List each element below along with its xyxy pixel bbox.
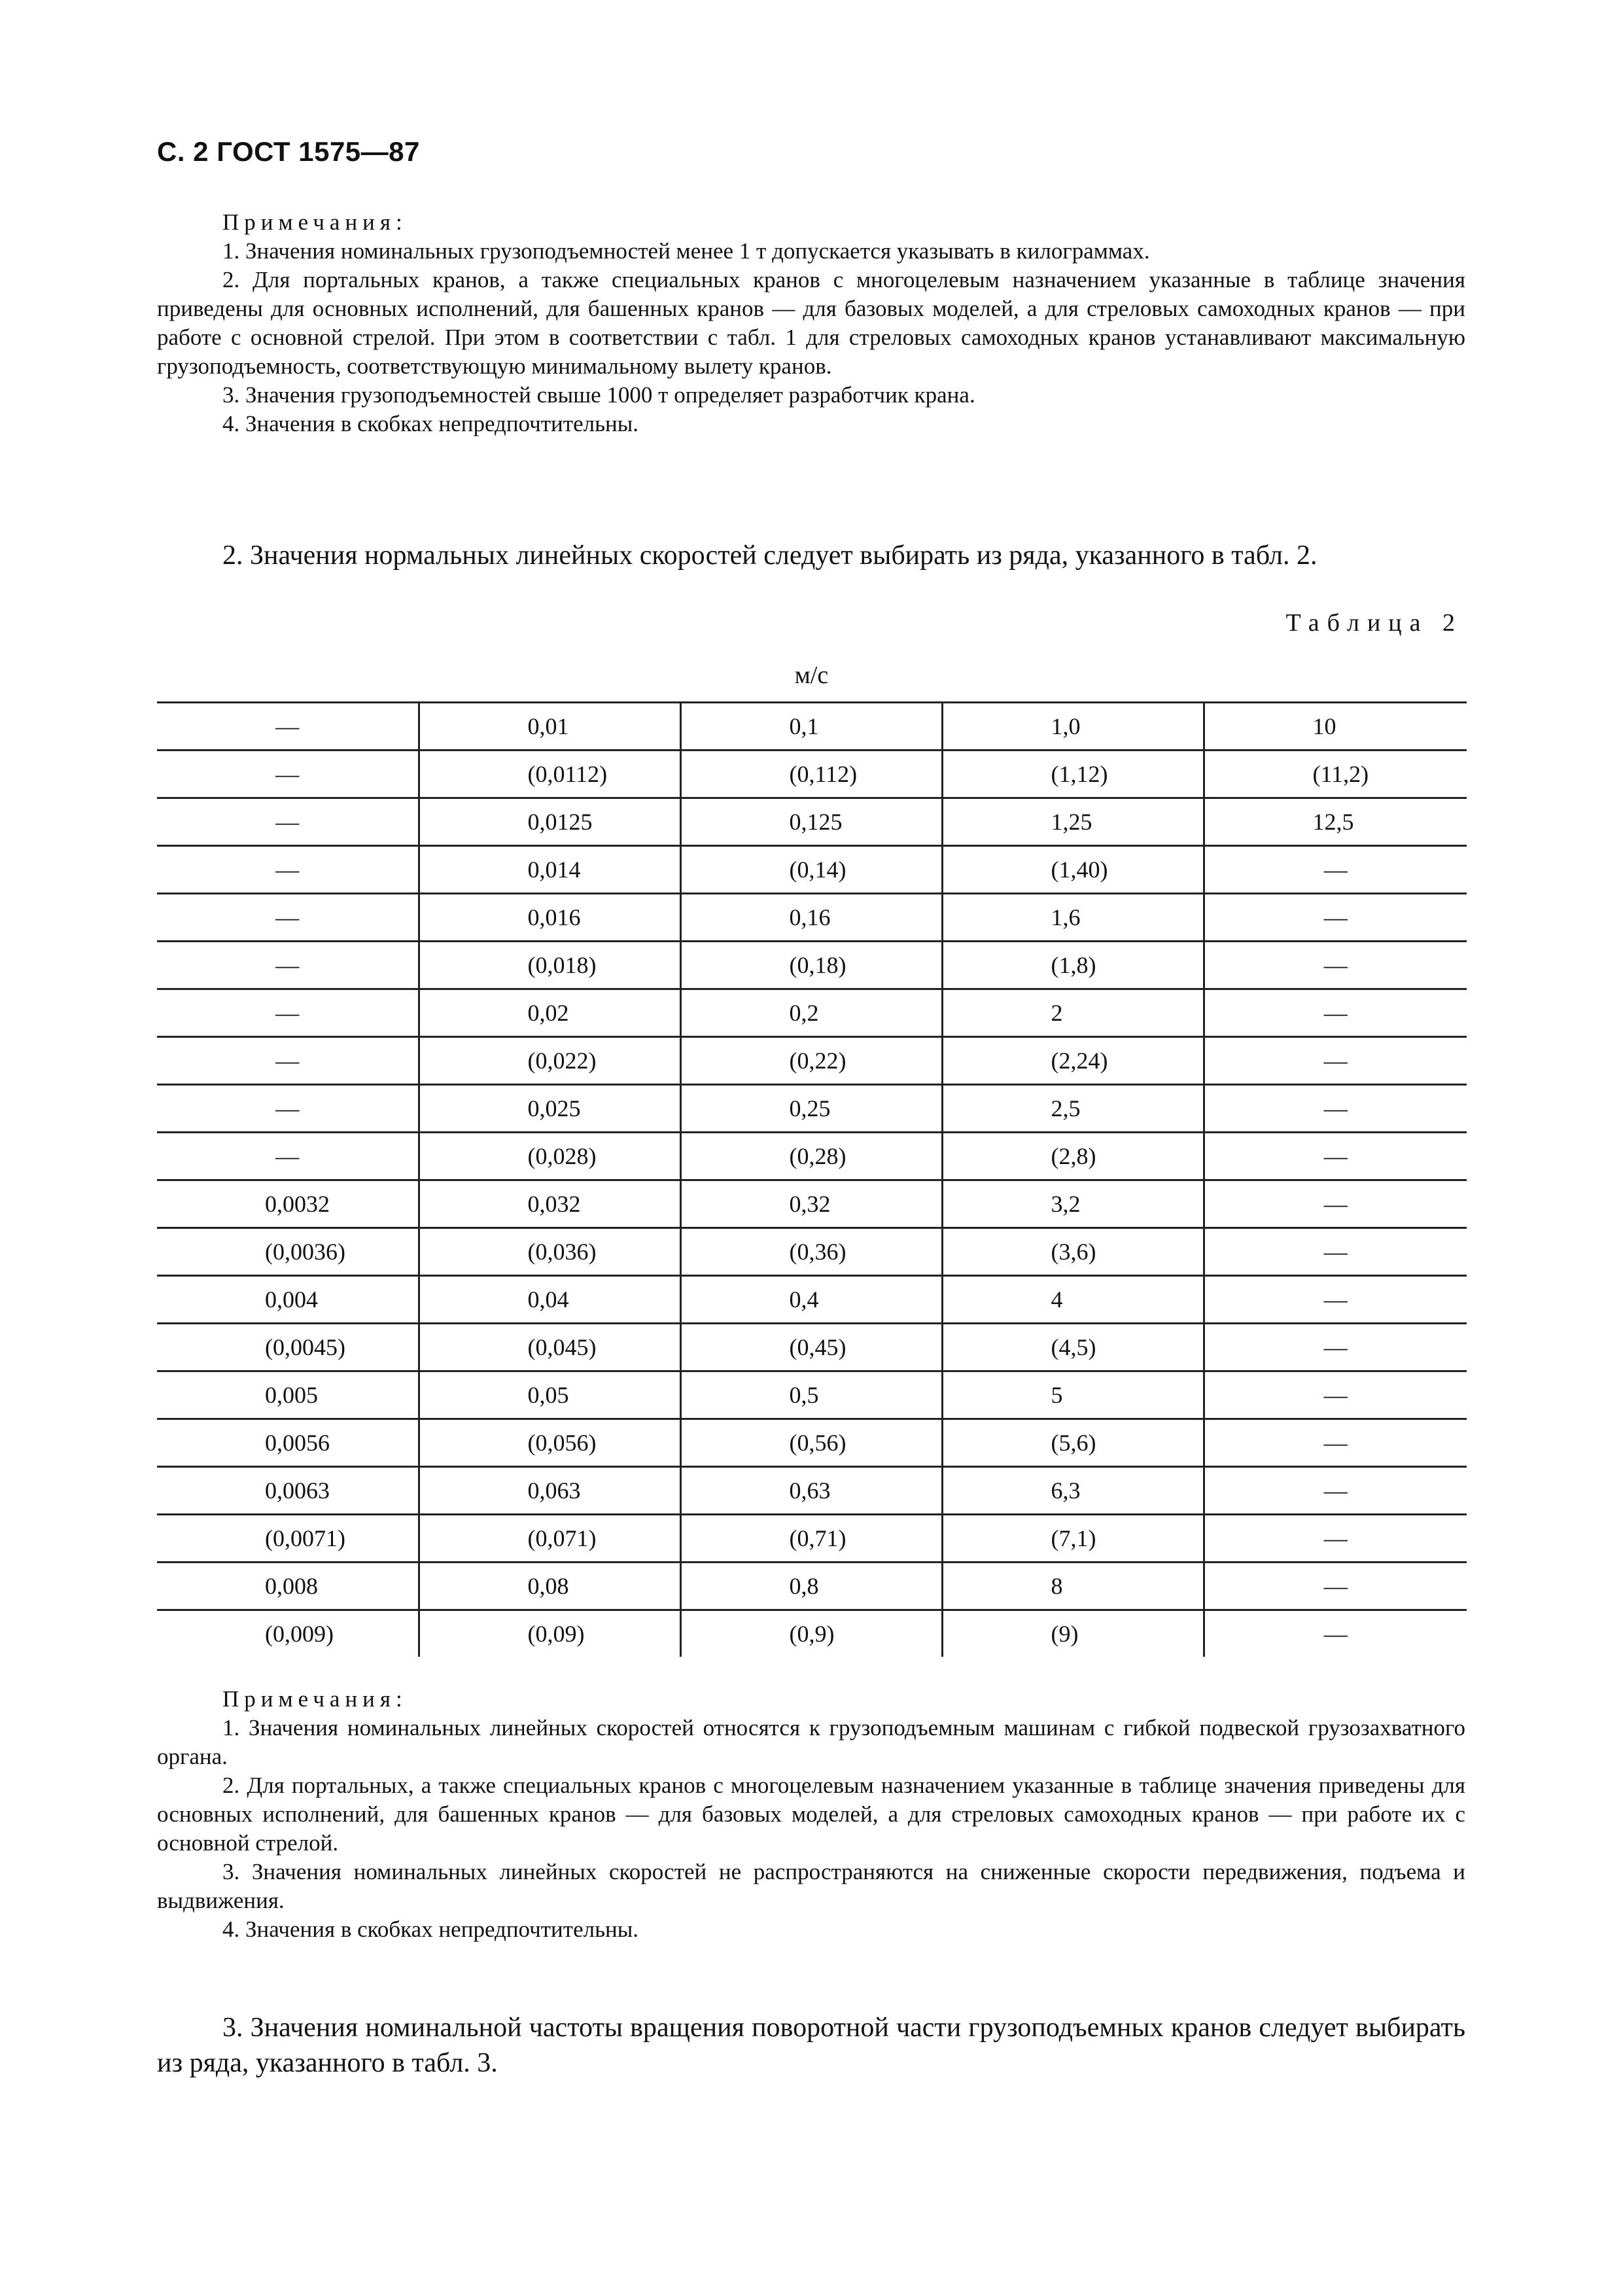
table-cell <box>1204 1228 1467 1276</box>
note-item: 3. Значения грузоподъемностей свыше 1000 т определяет разработчик крана. <box>222 382 975 408</box>
cell-value: — <box>1323 1525 1348 1551</box>
table-cell <box>942 1419 1204 1467</box>
cell-value: (0,0112) <box>527 761 608 787</box>
speeds-table <box>157 701 1467 1657</box>
table-cell <box>157 798 419 846</box>
table-cell <box>680 1133 942 1180</box>
table-cell <box>1204 989 1467 1037</box>
cell-value: (0,09) <box>527 1621 585 1647</box>
speeds-table-body <box>157 703 1467 1657</box>
cell-value: 0,032 <box>527 1191 581 1217</box>
table-cell <box>157 703 419 751</box>
table-cell <box>157 1085 419 1133</box>
cell-value: 5 <box>1051 1382 1063 1408</box>
table-cell <box>419 751 680 798</box>
table-cell <box>419 1133 680 1180</box>
table-units: м/с <box>794 662 829 689</box>
table-row <box>157 1276 1467 1324</box>
cell-value: 0,08 <box>527 1573 569 1599</box>
table-cell <box>157 894 419 942</box>
table-cell <box>419 1515 680 1563</box>
table-cell <box>680 1515 942 1563</box>
cell-value: 0,014 <box>527 857 581 883</box>
table-row <box>157 751 1467 798</box>
table-cell <box>942 1515 1204 1563</box>
table-cell <box>942 703 1204 751</box>
cell-value: — <box>1323 1239 1348 1265</box>
table-cell <box>1204 1133 1467 1180</box>
table-row <box>157 1085 1467 1133</box>
paragraph-2: 2. Значения нормальных линейных скоростей следует выбирать из ряда, указанного в табл. 2. <box>222 540 1318 571</box>
table-cell <box>1204 798 1467 846</box>
table-row <box>157 1228 1467 1276</box>
cell-value: (0,14) <box>789 857 846 883</box>
table-cell <box>680 1467 942 1515</box>
cell-value: 0,004 <box>265 1286 318 1313</box>
table-row <box>157 989 1467 1037</box>
cell-value: — <box>275 761 300 787</box>
cell-value: 3,2 <box>1051 1191 1081 1217</box>
table-cell <box>157 1133 419 1180</box>
table-cell <box>680 1228 942 1276</box>
table-cell <box>680 942 942 989</box>
table-cell <box>419 894 680 942</box>
cell-value: — <box>1323 857 1348 883</box>
table-row <box>157 846 1467 894</box>
cell-value: 0,005 <box>265 1382 318 1408</box>
table-caption: Таблица 2 <box>1285 609 1463 637</box>
cell-value: (0,56) <box>789 1430 846 1456</box>
table-row <box>157 894 1467 942</box>
table-cell <box>157 846 419 894</box>
table-cell <box>419 846 680 894</box>
cell-value: (1,40) <box>1051 857 1108 883</box>
cell-value: 0,063 <box>527 1477 581 1504</box>
table-cell <box>419 1276 680 1324</box>
table-cell <box>680 1037 942 1085</box>
cell-value: 1,6 <box>1051 904 1081 930</box>
cell-value: 0,016 <box>527 904 581 930</box>
cell-value: (0,0045) <box>265 1334 345 1360</box>
table-cell <box>942 1133 1204 1180</box>
cell-value: (5,6) <box>1051 1430 1096 1456</box>
table-cell <box>942 798 1204 846</box>
notes-title: Примечания: <box>222 1686 408 1712</box>
table-row <box>157 1371 1467 1419</box>
cell-value: (0,112) <box>789 761 858 787</box>
cell-value: 0,05 <box>527 1382 569 1408</box>
cell-value: (0,009) <box>265 1621 334 1647</box>
cell-value: — <box>275 1095 300 1122</box>
table-cell <box>680 894 942 942</box>
table-cell <box>419 1467 680 1515</box>
cell-value: 1,0 <box>1051 713 1081 739</box>
table-cell <box>1204 846 1467 894</box>
table-cell <box>157 942 419 989</box>
table-cell <box>1204 1180 1467 1228</box>
cell-value: (11,2) <box>1312 761 1369 787</box>
table-cell <box>680 1419 942 1467</box>
table-row <box>157 1563 1467 1610</box>
table-cell <box>1204 1563 1467 1610</box>
cell-value: — <box>1323 1382 1348 1408</box>
cell-value: — <box>1323 952 1348 978</box>
table-cell <box>942 1371 1204 1419</box>
table-cell <box>680 1276 942 1324</box>
cell-value: 0,5 <box>789 1382 819 1408</box>
table-cell <box>680 1610 942 1657</box>
cell-value: (0,028) <box>527 1143 597 1169</box>
cell-value: (0,18) <box>789 952 846 978</box>
table-cell <box>419 942 680 989</box>
table-row <box>157 1419 1467 1467</box>
table-cell <box>419 1228 680 1276</box>
cell-value: — <box>1323 1000 1348 1026</box>
table-cell <box>1204 1371 1467 1419</box>
cell-value: (0,36) <box>789 1239 846 1265</box>
notes-block-1 <box>157 208 1465 438</box>
table-cell <box>419 1037 680 1085</box>
cell-value: — <box>1323 1095 1348 1122</box>
cell-value: — <box>1323 1286 1348 1313</box>
cell-value: 2 <box>1051 1000 1063 1026</box>
table-cell <box>942 942 1204 989</box>
cell-value: 10 <box>1312 713 1336 739</box>
cell-value: (0,018) <box>527 952 597 978</box>
cell-value: — <box>275 904 300 930</box>
table-cell <box>157 1371 419 1419</box>
table-cell <box>1204 1324 1467 1371</box>
table-cell <box>680 1324 942 1371</box>
cell-value: 0,125 <box>789 809 843 835</box>
cell-value: 6,3 <box>1051 1477 1081 1504</box>
cell-value: (3,6) <box>1051 1239 1096 1265</box>
cell-value: — <box>1323 1191 1348 1217</box>
note-item: 1. Значения номинальных линейных скоростей относятся к грузоподъемным машинам с гибкой подвеской грузозахватного органа. <box>157 1715 1465 1769</box>
table-cell <box>157 751 419 798</box>
cell-value: 0,025 <box>527 1095 581 1122</box>
cell-value: — <box>1323 1430 1348 1456</box>
cell-value: (0,0036) <box>265 1239 345 1265</box>
cell-value: — <box>1323 1048 1348 1074</box>
cell-value: — <box>1323 904 1348 930</box>
cell-value: 0,0125 <box>527 809 593 835</box>
table-cell <box>419 1419 680 1467</box>
cell-value: (0,022) <box>527 1048 597 1074</box>
table-cell <box>1204 1515 1467 1563</box>
cell-value: (4,5) <box>1051 1334 1096 1360</box>
cell-value: — <box>1323 1334 1348 1360</box>
table-cell <box>942 1085 1204 1133</box>
cell-value: (7,1) <box>1051 1525 1096 1551</box>
cell-value: (9) <box>1051 1621 1079 1647</box>
table-cell <box>419 1085 680 1133</box>
note-item: 4. Значения в скобках непредпочтительны. <box>222 1916 639 1942</box>
table-cell <box>1204 1085 1467 1133</box>
cell-value: (0,71) <box>789 1525 846 1551</box>
cell-value: 0,8 <box>789 1573 819 1599</box>
table-cell <box>942 1276 1204 1324</box>
cell-value: 4 <box>1051 1286 1063 1313</box>
cell-value: 8 <box>1051 1573 1063 1599</box>
table-cell <box>942 894 1204 942</box>
table-row <box>157 1467 1467 1515</box>
table-cell <box>419 1324 680 1371</box>
table-cell <box>157 1563 419 1610</box>
table-cell <box>942 1180 1204 1228</box>
cell-value: 0,1 <box>789 713 819 739</box>
cell-value: 0,16 <box>789 904 831 930</box>
cell-value: — <box>1323 1143 1348 1169</box>
cell-value: — <box>1323 1477 1348 1504</box>
table-cell <box>1204 942 1467 989</box>
cell-value: (0,045) <box>527 1334 597 1360</box>
table-row <box>157 1515 1467 1563</box>
cell-value: (0,9) <box>789 1621 835 1647</box>
table-cell <box>942 751 1204 798</box>
table-cell <box>157 1324 419 1371</box>
table-cell <box>1204 1467 1467 1515</box>
table-cell <box>157 1228 419 1276</box>
notes-block-2 <box>157 1685 1465 1944</box>
table-cell <box>1204 1037 1467 1085</box>
cell-value: — <box>275 857 300 883</box>
cell-value: (0,036) <box>527 1239 597 1265</box>
table-cell <box>680 798 942 846</box>
table-cell <box>680 703 942 751</box>
cell-value: (0,056) <box>527 1430 597 1456</box>
table-cell <box>942 1324 1204 1371</box>
table-row <box>157 798 1467 846</box>
cell-value: — <box>275 1143 300 1169</box>
cell-value: — <box>275 1048 300 1074</box>
table-cell <box>1204 894 1467 942</box>
table-cell <box>419 798 680 846</box>
cell-value: 0,0032 <box>265 1191 330 1217</box>
cell-value: — <box>1323 1621 1348 1647</box>
notes-title: Примечания: <box>222 209 408 235</box>
table-row <box>157 1324 1467 1371</box>
cell-value: 0,32 <box>789 1191 831 1217</box>
table-cell <box>1204 751 1467 798</box>
table-row <box>157 703 1467 751</box>
table-cell <box>157 1037 419 1085</box>
cell-value: (0,0071) <box>265 1525 345 1551</box>
table-cell <box>680 1085 942 1133</box>
cell-value: (0,071) <box>527 1525 597 1551</box>
table-cell <box>157 1467 419 1515</box>
note-item: 3. Значения номинальных линейных скоростей не распространяются на сниженные скорости передвижения, подъема и выдвижения. <box>157 1859 1465 1913</box>
page-header: С. 2 ГОСТ 1575—87 <box>157 136 420 167</box>
cell-value: 12,5 <box>1312 809 1354 835</box>
cell-value: (0,28) <box>789 1143 846 1169</box>
table-cell <box>680 846 942 894</box>
table-cell <box>680 1563 942 1610</box>
table-cell <box>680 1371 942 1419</box>
table-cell <box>1204 1276 1467 1324</box>
table-cell <box>157 989 419 1037</box>
table-cell <box>942 989 1204 1037</box>
table-row <box>157 1037 1467 1085</box>
cell-value: — <box>275 952 300 978</box>
table-cell <box>419 1610 680 1657</box>
cell-value: 0,008 <box>265 1573 318 1599</box>
note-item: 1. Значения номинальных грузоподъемностей менее 1 т допускается указывать в килограммах. <box>222 238 1150 264</box>
table-cell <box>1204 1610 1467 1657</box>
cell-value: 0,01 <box>527 713 569 739</box>
table-cell <box>157 1180 419 1228</box>
cell-value: — <box>275 713 300 739</box>
cell-value: 1,25 <box>1051 809 1092 835</box>
table-row <box>157 1180 1467 1228</box>
cell-value: 0,04 <box>527 1286 569 1313</box>
table-cell <box>680 1180 942 1228</box>
cell-value: 0,02 <box>527 1000 569 1026</box>
cell-value: — <box>1323 1573 1348 1599</box>
table-cell <box>419 1371 680 1419</box>
table-cell <box>157 1276 419 1324</box>
cell-value: (1,12) <box>1051 761 1108 787</box>
cell-value: — <box>275 809 300 835</box>
table-cell <box>680 751 942 798</box>
table-cell <box>419 1563 680 1610</box>
table-cell <box>157 1419 419 1467</box>
cell-value: — <box>275 1000 300 1026</box>
table-cell <box>942 1563 1204 1610</box>
table-cell <box>1204 703 1467 751</box>
table-cell <box>680 989 942 1037</box>
note-item: 2. Для портальных, а также специальных кранов с многоцелевым назначением указанные в таблице значения приведены для основных исполнений, для башенных кранов — для базовых моделей, а для стреловых самоходных кранов — при работе их с основной стрелой. <box>157 1773 1465 1856</box>
table-cell <box>157 1610 419 1657</box>
table-cell <box>942 846 1204 894</box>
table-row <box>157 1133 1467 1180</box>
cell-value: (0,22) <box>789 1048 846 1074</box>
cell-value: (2,24) <box>1051 1048 1108 1074</box>
paragraph-3: 3. Значения номинальной частоты вращения поворотной части грузоподъемных кранов следует выбирать из ряда, указанного в табл. 3. <box>157 2013 1465 2078</box>
table-row <box>157 942 1467 989</box>
cell-value: 0,0056 <box>265 1430 330 1456</box>
table-cell <box>419 1180 680 1228</box>
table-cell <box>1204 1419 1467 1467</box>
table-cell <box>419 703 680 751</box>
cell-value: (1,8) <box>1051 952 1096 978</box>
cell-value: 0,63 <box>789 1477 831 1504</box>
table-cell <box>942 1610 1204 1657</box>
table-cell <box>942 1467 1204 1515</box>
cell-value: (2,8) <box>1051 1143 1096 1169</box>
table-cell <box>419 989 680 1037</box>
note-item: 2. Для портальных кранов, а также специальных кранов с многоцелевым назначением указанные в таблице значения приведены для основных исполнений, для башенных кранов — для базовых моделей, а для стреловых самоходных кранов — при работе с основной стрелой. При этом в соответствии с табл. 1 для стреловых самоходных кранов устанавливают максимальную грузоподъемность, соответствующую минимальному вылету кранов. <box>157 267 1465 379</box>
cell-value: 0,2 <box>789 1000 819 1026</box>
note-item: 4. Значения в скобках непредпочтительны. <box>222 411 639 436</box>
table-row <box>157 1610 1467 1657</box>
table-cell <box>157 1515 419 1563</box>
cell-value: 2,5 <box>1051 1095 1081 1122</box>
cell-value: 0,4 <box>789 1286 819 1313</box>
cell-value: 0,25 <box>789 1095 831 1122</box>
cell-value: (0,45) <box>789 1334 846 1360</box>
table-cell <box>942 1037 1204 1085</box>
table-cell <box>942 1228 1204 1276</box>
cell-value: 0,0063 <box>265 1477 330 1504</box>
